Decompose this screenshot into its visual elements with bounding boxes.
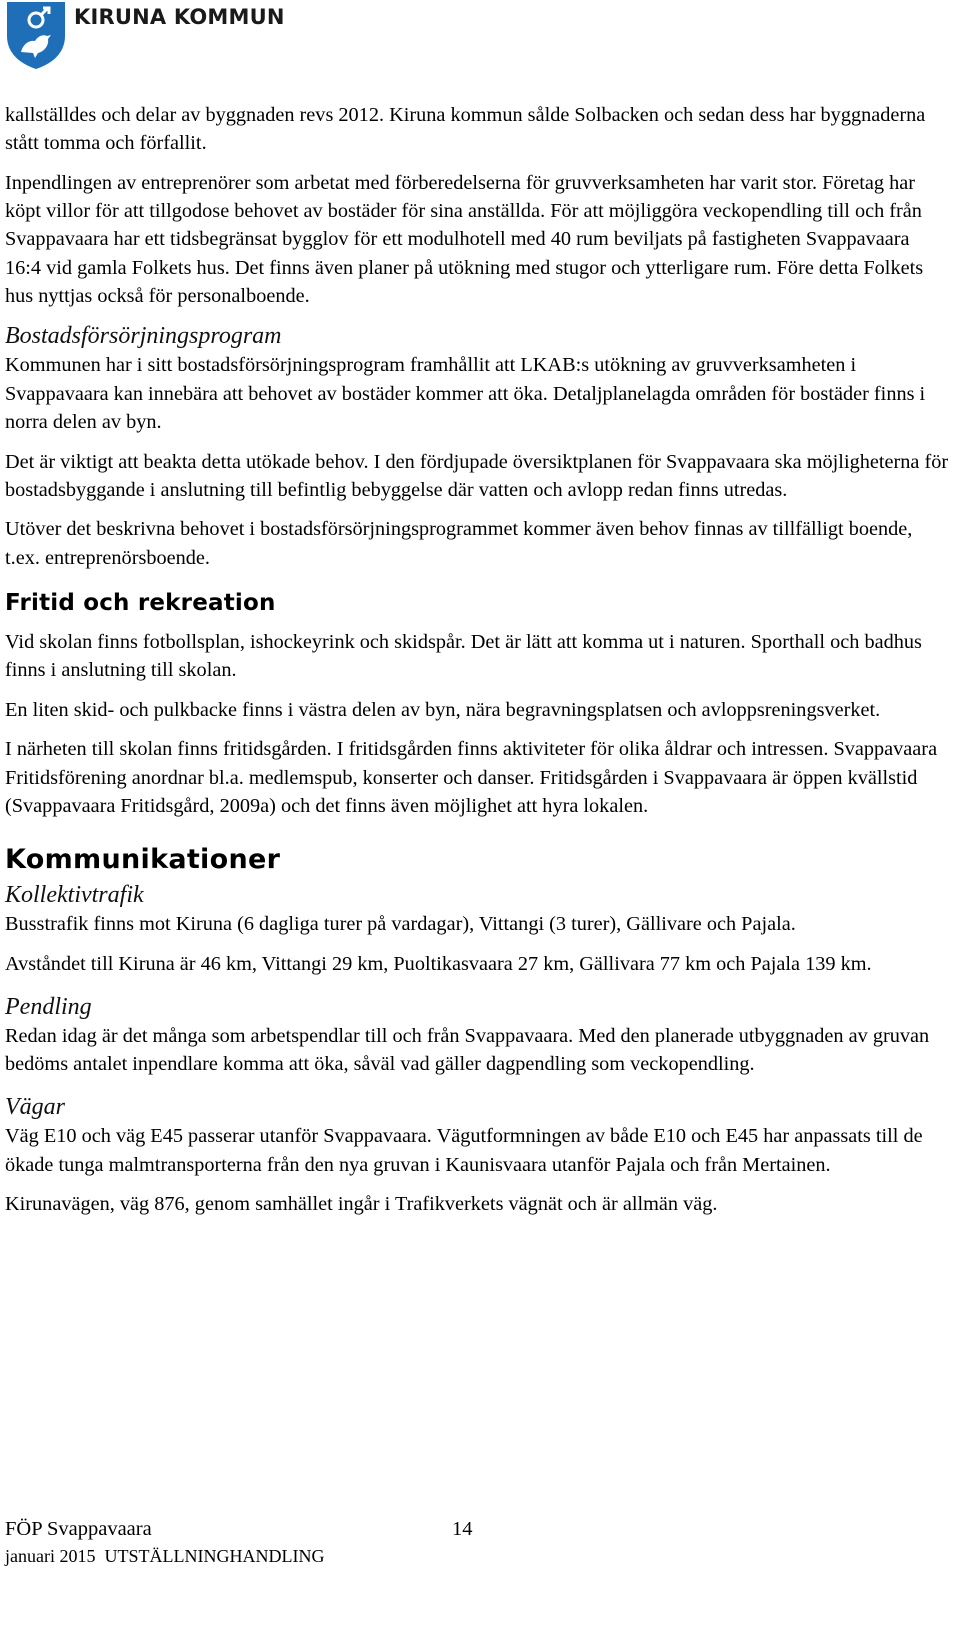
paragraph: Kommunen har i sitt bostadsförsörjningsprogram framhållit att LKAB:s utökning av gruvverksamheten i Svappavaara kan innebära att behovet av bostäder kommer att öka. Detaljplanelagda områden för bostäder finns i norra delen av byn. — [5, 354, 926, 433]
paragraph: Busstrafik finns mot Kiruna (6 dagliga turer på vardagar), Vittangi (3 turer), Gällivare och Pajala. — [5, 913, 796, 936]
document-body — [5, 101, 950, 1230]
paragraph: Väg E10 och väg E45 passerar utanför Svappavaara. Vägutformningen av både E10 och E45 har anpassats till de ökade tunga malmtransporterna från den nya gruvan i Kaunisvaara utanför Pajala och från Mertainen. — [5, 1125, 923, 1176]
paragraph: Utöver det beskrivna behovet i bostadsförsörjningsprogrammet kommer även behov finnas av tillfälligt boende, t.ex. entreprenörsboende. — [5, 518, 913, 569]
subheading-kollektivtrafik: Kollektivtrafik — [5, 882, 144, 909]
footer-page-number: 14 — [452, 1518, 473, 1540]
paragraph: I närheten till skolan finns fritidsgården. I fritidsgården finns aktiviteter för olika åldrar och intressen. Svappavaara Fritidsförening anordnar bl.a. medlemspub, konserter och danser. Fritidsgården i Svappavaara är öppen kvällstid (Svappavaara Fritidsgård, 2009a) och det finns även möjlighet att hyra lokalen. — [5, 738, 938, 817]
paragraph: Redan idag är det många som arbetspendlar till och från Svappavaara. Med den planerade utbyggnaden av gruvan bedöms antalet inpendlare komma att öka, såväl vad gäller dagpendling som veckopendling. — [5, 1024, 930, 1076]
paragraph: En liten skid- och pulkbacke finns i västra delen av byn, nära begravningsplatsen och avloppsreningsverket. — [5, 698, 881, 721]
subheading-bostadsforsorjningsprogram: Bostadsförsörjningsprogram — [5, 323, 282, 350]
footer-status: UTSTÄLLNINGHANDLING — [104, 1546, 325, 1566]
paragraph: Avståndet till Kiruna är 46 km, Vittangi 29 km, Puoltikasvaara 27 km, Gällivara 77 km och Pajala 139 km. — [5, 952, 872, 975]
paragraph: kallställdes och delar av byggnaden revs 2012. Kiruna kommun sålde Solbacken och sedan dess har byggnaderna stått tomma och förfallit. — [5, 104, 926, 155]
footer-meta — [5, 1544, 324, 1568]
subheading-pendling: Pendling — [5, 993, 92, 1020]
paragraph: Det är viktigt att beakta detta utökade behov. I den fördjupade översiktplanen för Svappavaara ska möjligheterna för bostadsbyggande i anslutning till befintlig bebyggelse där vatten och avlopp redan finns utredas. — [5, 450, 949, 501]
footer-date: januari 2015 — [5, 1546, 96, 1566]
subheading-vagar: Vägar — [5, 1094, 65, 1121]
footer-document-title: FÖP Svappavaara — [5, 1518, 152, 1540]
paragraph: Inpendlingen av entreprenörer som arbetat med förberedelserna för gruvverksamheten har varit stor. Företag har köpt villor för att tillgodose behovet av bostäder för sina anställda. För att möjliggöra veckopendling till och från Svappavaara har ett tidsbegränsat bygglov för ett modulhotell med 40 rum beviljats på fastigheten Svappavaara 16:4 vid gamla Folkets hus. Det finns även planer på utökning med stugor och ytterligare rum. Före detta Folkets hus nyttjas också för personalboende. — [5, 171, 924, 307]
kiruna-coat-of-arms-logo — [5, 0, 67, 70]
paragraph: Kirunavägen, väg 876, genom samhället ingår i Trafikverkets vägnät och är allmän väg. — [5, 1193, 718, 1216]
heading-fritid-och-rekreation: Fritid och rekreation — [5, 589, 276, 616]
brand-name: KIRUNA KOMMUN — [74, 5, 285, 29]
heading-kommunikationer: Kommunikationer — [5, 844, 281, 876]
paragraph: Vid skolan finns fotbollsplan, ishockeyrink och skidspår. Det är lätt att komma ut i naturen. Sporthall och badhus finns i anslutning till skolan. — [5, 630, 922, 682]
